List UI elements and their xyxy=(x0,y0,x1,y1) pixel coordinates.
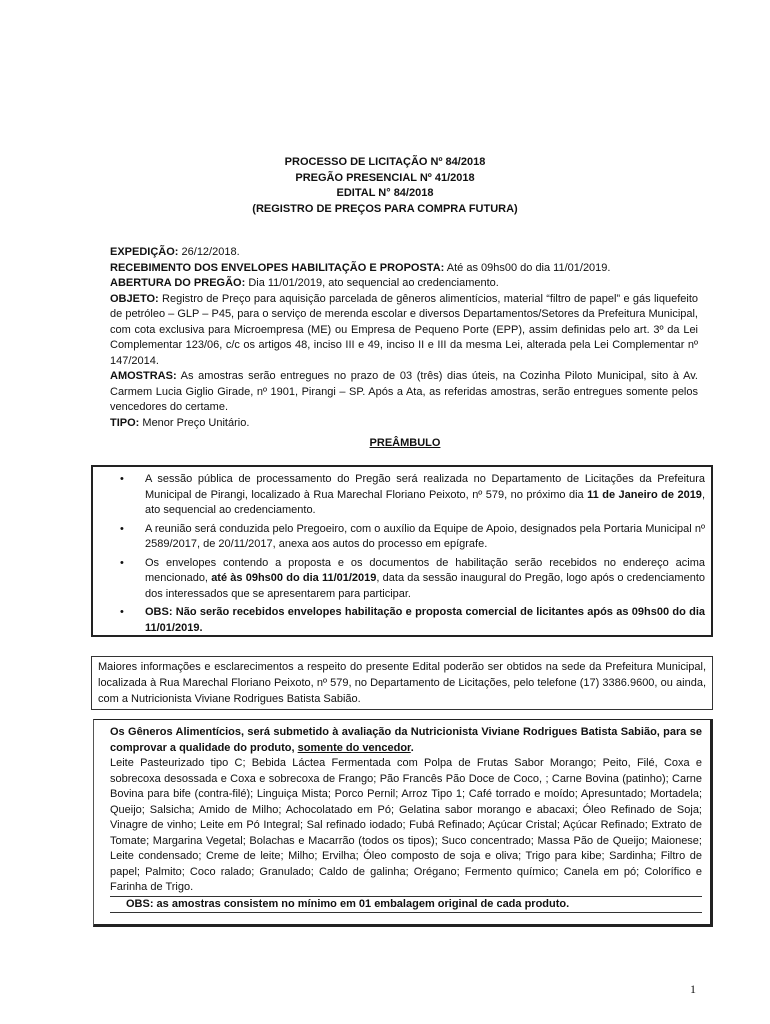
preamble-item-sessao xyxy=(93,472,711,519)
tipo-line xyxy=(110,416,698,432)
recebimento-label: RECEBIMENTO DOS ENVELOPES HABILITAÇÃO E PROPOSTA: xyxy=(110,261,445,274)
preamble-item-envelopes xyxy=(93,556,711,603)
preamble-obs-text: OBS: Não serão recebidos envelopes habilitação e proposta comercial de licitantes após as 09hs00 do dia 11/01/2019. xyxy=(145,606,705,634)
preamble-item-tail: , ato sequencial ao credenciamento. xyxy=(145,488,705,516)
preamble-list xyxy=(93,472,711,636)
preamble-item-date: 11 de Janeiro de 2019 xyxy=(587,488,702,501)
generos-lead-underline: somente do vencedor xyxy=(297,741,411,754)
page-number: 1 xyxy=(690,982,696,996)
amostras-value: As amostras serão entregues no prazo de 03 (três) dias úteis, na Cozinha Piloto Municipal, sito à Av. Carmem Lucia Giglio Girade, nº 1901, Pirangi – SP. Após a Ata, as referidas amostras, serão entregues somente pelos vencedores do certame. xyxy=(110,370,698,413)
generos-lead xyxy=(110,725,702,756)
preamble-box xyxy=(91,465,713,637)
tipo-label: TIPO: xyxy=(110,416,140,429)
tipo-value: Menor Preço Unitário. xyxy=(139,416,250,429)
expedicao-label: EXPEDIÇÃO: xyxy=(110,246,179,258)
bullet-icon: • xyxy=(120,606,124,618)
abertura-value: Dia 11/01/2019, ato sequencial ao credenciamento. xyxy=(245,277,499,289)
preamble-item-text: A reunião será conduzida pelo Pregoeiro, com o auxílio da Equipe de Apoio, designados pela Portaria Municipal nº 2589/2017, de 20/11/2017, anexa aos autos do processo em epígrafe. xyxy=(145,522,705,550)
expedicao-line xyxy=(110,245,698,261)
heading-process-number: PROCESSO DE LICITAÇÃO Nº 84/2018 xyxy=(284,156,486,168)
generos-lead-text: Os Gêneros Alimentícios, será submetido à avaliação da Nutricionista Viviane Rodrigues Batista Sabião, para se comprovar a qualidade do produto, xyxy=(110,726,702,754)
generos-list: Leite Pasteurizado tipo C; Bebida Láctea Fermentada com Polpa de Frutas Sabor Morango; Peito, Filé, Coxa e sobrecoxa desossada e Coxa e sobrecoxa de Frango; Pão Francês Pão Doce de Coco, ; Carne Bovina (patinho); Carne Bovina para bife (contra-filé); Linguiça Mista; Porco Pernil; Arroz Tipo 1; Café torrado e moído; Apresuntado; Mortadela; Queijo; Salsicha; Amido de Milho; Achocolatado em Pó; Gelatina sabor morango e abacaxi; Óleo Refinado de Soja; Vinagre de vinho; Leite em Pó Integral; Sal refinado iodado; Fubá Refinado; Açúcar Cristal; Açúcar Refinado; Extrato de Tomate; Margarina Vegetal; Bolachas e Macarrão (todos os tipos); Suco concentrado; Massa Pão de Queijo; Maionese; Leite condensado; Creme de leite; Milho; Ervilha; Óleo composto de soja e oliva; Trigo para kibe; Sardinha; Filtro de papel; Palmito; Coco ralado; Granulado; Caldo de galinha; Orégano; Fermento químico; Canela em pó; Colorífico e Farinha de Trigo. xyxy=(110,757,702,893)
objeto-paragraph xyxy=(110,292,698,370)
bullet-icon: • xyxy=(120,473,124,485)
amostras-label: AMOSTRAS: xyxy=(110,370,177,382)
recebimento-value: Até as 09hs00 do dia 11/01/2019. xyxy=(444,261,611,274)
abertura-line xyxy=(110,276,698,292)
recebimento-line xyxy=(110,261,698,277)
expedicao-value: 26/12/2018. xyxy=(178,246,240,258)
info-box-text: Maiores informações e esclarecimentos a respeito do presente Edital poderão ser obtidos na sede da Prefeitura Municipal, localizada à Rua Marechal Floriano Peixoto, nº 579, no Departamento de Licitações, pelo telefone (17) 3386.9600, ou ainda, com a Nutricionista Viviane Rodrigues Batista Sabião. xyxy=(98,661,706,705)
heading-registro-precos: (REGISTRO DE PREÇOS PARA COMPRA FUTURA) xyxy=(252,202,518,215)
objeto-value: Registro de Preço para aquisição parcelada de gêneros alimentícios, material “filtro de papel” e gás liquefeito de petróleo – GLP – P45, para o serviço de merenda escolar e diversos Departamentos/Setores da Prefeitura Municipal, com cota exclusiva para Microempresa (ME) ou Empresa de Pequeno Porte (EPP), assim definidas pelo art. 3º da Lei Complementar 123/06, c/c os artigos 48, inciso III e 49, inciso II e III da mesma Lei, alterada pela Lei Complementar nº 147/2014. xyxy=(110,292,698,367)
generos-lead-end: . xyxy=(410,741,414,754)
preamble-title: PREÂMBULO xyxy=(369,437,441,449)
abertura-label: ABERTURA DO PREGÃO: xyxy=(110,277,246,289)
preamble-item-tail: , data da sessão inaugural do Pregão, logo após o credenciamento dos interessados que se apresentarem para participar. xyxy=(145,572,705,600)
heading-edital-number: EDITAL N° 84/2018 xyxy=(336,187,434,199)
info-box xyxy=(91,656,713,710)
preamble-item-reuniao xyxy=(93,522,711,553)
preamble-item-text: A sessão pública de processamento do Pregão será realizada no Departamento de Licitações da Prefeitura Municipal de Pirangi, localizado à Rua Marechal Floriano Peixoto, nº 579, no próximo dia xyxy=(145,473,705,501)
bullet-icon: • xyxy=(120,522,124,535)
bullet-icon: • xyxy=(120,556,124,569)
preamble-item-obs xyxy=(93,605,711,636)
preamble-item-deadline: até às 09hs00 do dia 11/01/2019 xyxy=(211,572,377,584)
heading-pregao-number: PREGÃO PRESENCIAL Nº 41/2018 xyxy=(295,171,475,184)
intro-section xyxy=(110,245,698,431)
document-heading xyxy=(0,155,770,217)
preamble-item-text: Os envelopes contendo a proposta e os documentos de habilitação serão recebidos no endereço acima mencionado, xyxy=(145,556,705,584)
objeto-label: OBJETO: xyxy=(110,292,159,305)
generos-box xyxy=(93,719,713,927)
amostras-paragraph xyxy=(110,369,698,416)
generos-obs: OBS: as amostras consistem no mínimo em 01 embalagem original de cada produto. xyxy=(110,896,702,914)
